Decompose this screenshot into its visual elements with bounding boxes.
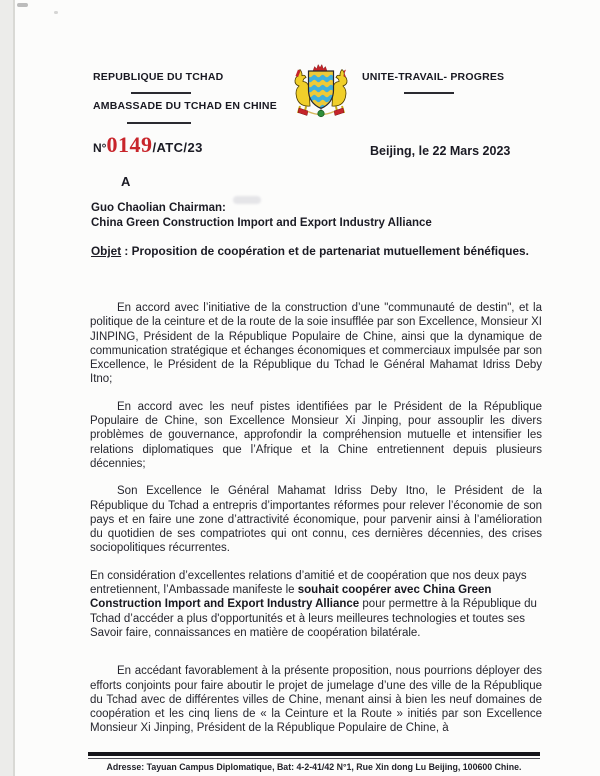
dateline: Beijing, le 22 Mars 2023 — [370, 144, 511, 158]
subject-line — [91, 244, 533, 259]
embassy-underline — [127, 122, 191, 124]
body-paragraph-5: En accédant favorablement à la présente proposition, nous pourrions déployer des efforts conjoints pour faire aboutir le projet de jumelage d’une des ville de la République du Tchad avec de différentes villes de Chine, menant ainsi à bien les neuf domaines de coopération et les cinq liens de « la Ceinture et la Route » initiés par son Excellence Monsieur Xi Jinping, Président de la République Populaire de Chine, à — [90, 665, 542, 735]
scan-edge-line — [13, 0, 15, 776]
country-name: REPUBLIQUE DU TCHAD — [93, 71, 224, 83]
body-paragraph-1: En accord avec l’initiative de la construction d’une "communauté de destin", et la politique de la ceinture et de la route de la soie insufflée par son Excellence, Monsieur XI JINPING, Président de la République Populaire de Chine, ainsi que la dynamique de communication stratégique et échanges économiques et commerciaux impulsée par son Excellence, le Président de la République du Tchad le Général Mahamat Idriss Deby Itno; — [90, 302, 542, 386]
body-paragraph-3: Son Excellence le Général Mahamat Idriss Deby Itno, le Président de la République du Tchad a entrepris d’importantes réformes pour relever l’économie de son pays et en faire une zone d’attractivité économique, pour parvenir ainsi à l’amélioration du quotidien de ses compatriotes qui ont connu, ces dernières décennies, des crises sociopolitiques récurrentes. — [90, 485, 542, 555]
scan-artifact-dash — [17, 3, 28, 7]
recipient-block — [91, 201, 432, 231]
reference-digits: 0149 — [106, 132, 153, 157]
paragraph-4-post: pour permettre à la République du Tchad d’accéder a plus d'opportunités et à leurs meilleures technologies et toutes ses Savoir faire, connaissances en matière de coopération bilatérale. — [90, 598, 537, 639]
embassy-name: AMBASSADE DU TCHAD EN CHINE — [93, 100, 277, 112]
footer-rule — [88, 752, 540, 759]
reference-prefix: N° — [93, 141, 107, 155]
salutation: A — [121, 174, 131, 189]
subject-label: Objet — [91, 244, 122, 258]
paragraph-4-pre: En considération d’excellentes relations d’amitié et de coopération que nos deux pays entretiennent, l’Ambassade manifeste le — [90, 569, 527, 597]
recipient-name: Guo Chaolian Chairman: — [91, 202, 226, 214]
country-underline — [131, 92, 191, 94]
motto-underline — [404, 92, 454, 94]
reference-number — [93, 134, 203, 156]
chad-coat-of-arms-icon — [286, 60, 356, 125]
body-paragraph-4 — [90, 569, 542, 640]
scan-artifact-speck — [54, 11, 58, 14]
footer-rule-thick — [88, 752, 540, 756]
body-paragraph-2: En accord avec les neuf pistes identifiées par le Président de la République Populaire de Chine, son Excellence Monsieur Xi Jinping, pour assouplir les divers problèmes de gouvernance, approfondir la compréhension mutuelle et intensifier les relations diplomatiques que l’Afrique et la Chine entretiennent depuis plusieurs décennies; — [90, 400, 542, 470]
subject-text: : Proposition de coopération et de partenariat mutuellement bénéfiques. — [121, 244, 529, 258]
letter-body — [90, 301, 542, 749]
scan-edge-strip — [0, 0, 13, 776]
paragraph-4-bold-segment: souhait coopérer avec China Green Construction Import and Export Industry Alliance — [90, 584, 492, 611]
footer-rule-thin — [88, 758, 540, 759]
recipient-organization: China Green Construction Import and Export Industry Alliance — [91, 217, 432, 229]
footer-address: Adresse: Tayuan Campus Diplomatique, Bat: 4-2-41/42 N°1, Rue Xin dong Lu Beijing, 100600 Chine. — [106, 762, 522, 772]
reference-suffix: /ATC/23 — [152, 140, 203, 155]
motto: UNITE-TRAVAIL- PROGRES — [362, 71, 505, 83]
